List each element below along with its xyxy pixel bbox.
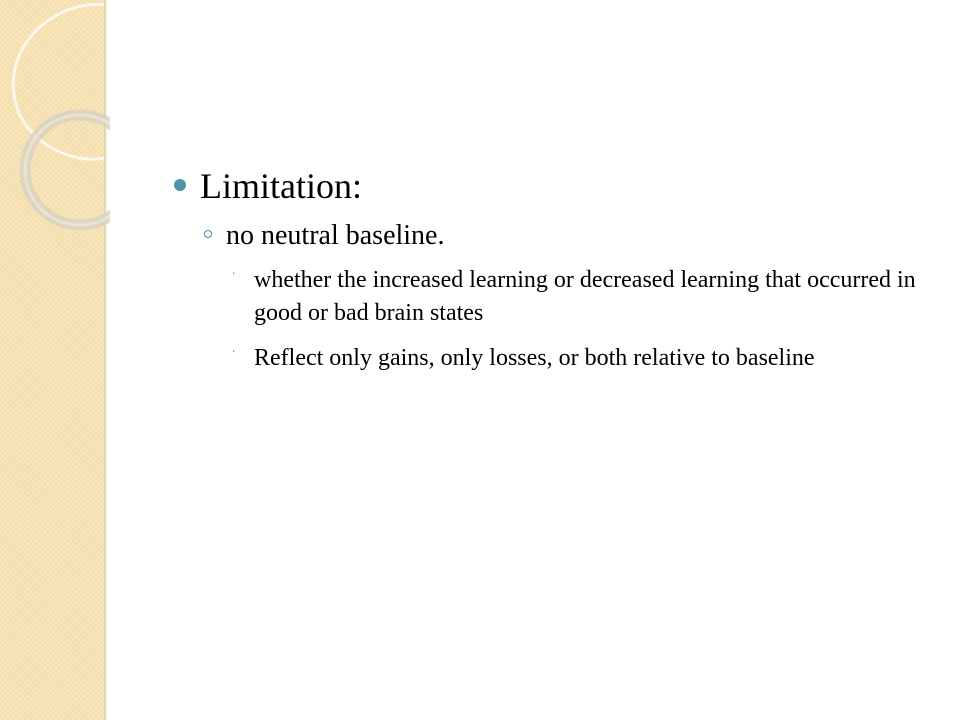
bullet-level-3 [232,264,930,330]
heading-text: Limitation: [200,166,362,206]
detail-text: Reflect only gains, only losses, or both relative to baseline [254,345,815,371]
bullet-small-icon: ∙ [232,344,235,358]
bullet-ring-icon [204,230,212,238]
bullet-level-1 [170,160,930,212]
detail-text: whether the increased learning or decreased learning that occurred in good or bad brain states [254,267,916,326]
subpoint-text: no neutral baseline. [226,220,445,251]
bullet-level-3 [232,342,930,375]
decorative-rings [0,0,110,240]
bullet-dot-icon [174,179,186,191]
bullet-level-2 [226,214,930,258]
slide-content [170,160,930,375]
bullet-small-icon: ∙ [232,266,235,280]
